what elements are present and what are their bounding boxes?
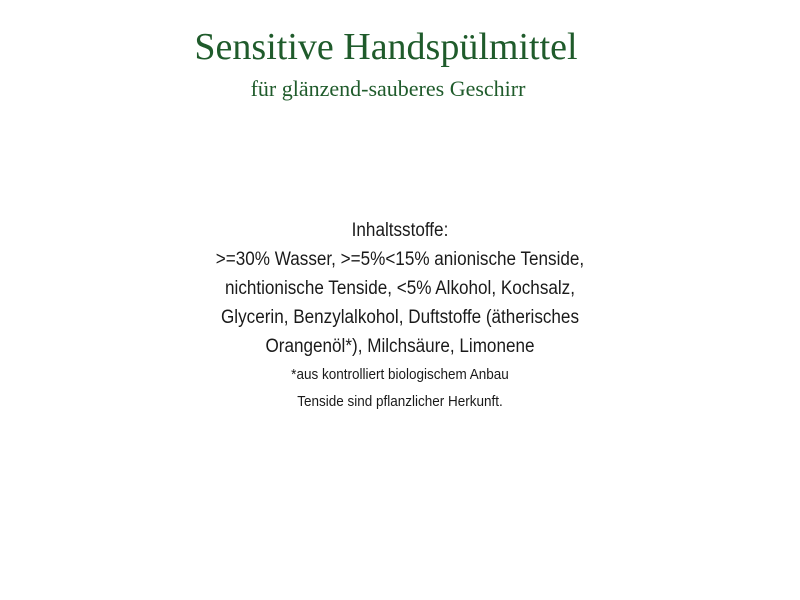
- ingredients-block: [0, 216, 800, 415]
- ingredients-heading: Inhaltsstoffe:: [351, 220, 449, 241]
- product-subtitle: für glänzend-sauberes Geschirr: [250, 76, 526, 101]
- product-title: Sensitive Handspülmittel: [194, 26, 578, 68]
- surfactant-origin-note: Tenside sind pflanzlicher Herkunft.: [297, 393, 503, 410]
- ingredients-line: Orangenöl*), Milchsäure, Limonene: [265, 336, 535, 357]
- ingredients-line: >=30% Wasser, >=5%<15% anionische Tenside,: [215, 249, 585, 270]
- organic-footnote: *aus kontrolliert biologischem Anbau: [291, 366, 509, 383]
- ingredients-line: Glycerin, Benzylalkohol, Duftstoffe (ätherisches: [220, 307, 580, 328]
- ingredients-line: nichtionische Tenside, <5% Alkohol, Kochsalz,: [225, 278, 575, 299]
